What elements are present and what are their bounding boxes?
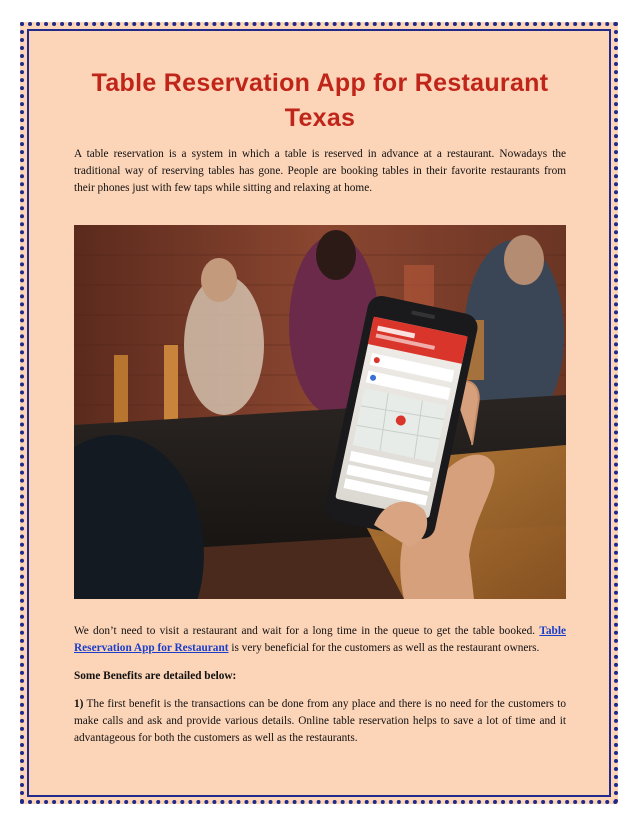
- benefit-1-text: The first benefit is the transactions can be done from any place and there is no need for the customers to make calls and ask and provide various details. Online table reservation helps to save a lot of time and it advantageous for both the customers as well as the restaurants.: [74, 698, 566, 744]
- page-title: Table Reservation App for Restaurant Texas: [91, 69, 549, 132]
- app-benefit-paragraph: [74, 623, 566, 657]
- benefit-1-number: 1): [74, 698, 84, 710]
- para2-text-after: is very beneficial for the customers as well as the restaurant owners.: [228, 642, 540, 654]
- intro-paragraph: A table reservation is a system in which a table is reserved in advance at a restaurant. Nowadays the traditional way of reserving tables has gone. People are booking tables in their favorite restaurants from their phones just with few taps while sitting and relaxing at home.: [74, 148, 566, 194]
- restaurant-app-photo: [74, 225, 566, 599]
- document-content: [74, 66, 566, 747]
- benefits-heading: Some Benefits are detailed below:: [74, 670, 237, 682]
- para2-text-before: We don’t need to visit a restaurant and wait for a long time in the queue to get the table booked.: [74, 625, 540, 637]
- table-reservation-app-link[interactable]: Table Reservation App for Restaurant: [74, 625, 566, 654]
- photo-hand-holding-phone-icon: [74, 225, 566, 599]
- benefit-1-paragraph: [74, 696, 566, 747]
